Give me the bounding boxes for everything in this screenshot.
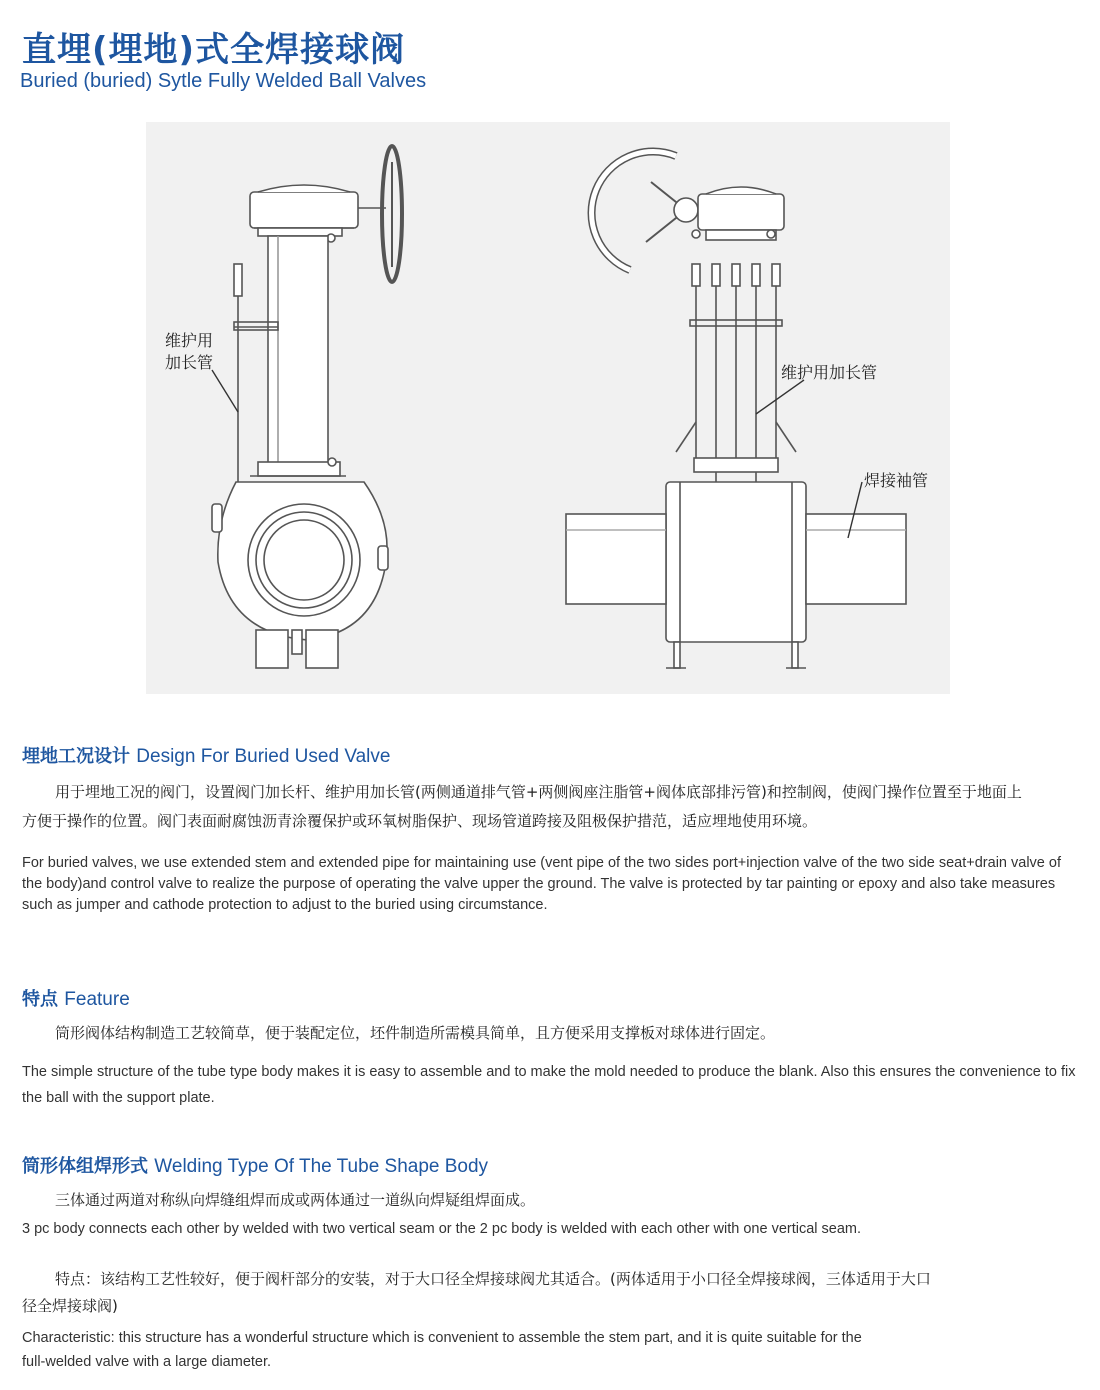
heading-en: Design For Buried Used Valve — [136, 746, 391, 767]
section-welding-char-cn-1: 特点：该结构工艺性较好，便于阀杆部分的安装，对于大口径全焊接球阀尤其适合。(两体适用于小口径全焊接球阀，三体适用于大口 — [55, 1270, 931, 1288]
heading-cn: 埋地工况设计 — [22, 746, 130, 767]
section-welding-char-cn-2: 径全焊接球阀) — [22, 1297, 118, 1315]
section-heading — [22, 742, 1082, 768]
right-callout-welding-sleeve: 焊接袖管 — [864, 471, 929, 490]
valve-drawing-figure — [146, 122, 950, 694]
section-feature-body-cn: 筒形阀体结构制造工艺较简草，便于装配定位，坯件制造所需模具简单，且方便采用支撑板对球体进行固定。 — [55, 1024, 776, 1042]
right-valve-drawing — [566, 152, 906, 668]
section-buried-design — [22, 742, 1082, 768]
section-buried-body-en: For buried valves, we use extended stem and extended pipe for maintaining use (vent pipe of the two sides port+injection valve of the two side seat+drain valve of the body)and control valve to realize the purpose of operating the valve upper the ground. The valve is protected by tar painting or epoxy and also take measures such as jumper and cathode protection to adjust to the buried using circumstance. — [22, 855, 1061, 913]
section-welding-type — [22, 1152, 1082, 1178]
left-callout-line2: 加长管 — [165, 353, 214, 372]
right-callout-maintenance-pipe: 维护用加长管 — [781, 363, 878, 382]
section-welding-body-en: 3 pc body connects each other by welded with two vertical seam or the 2 pc body is welded with each other with one vertical seam. — [22, 1221, 862, 1237]
heading-cn: 筒形体组焊形式 — [22, 1156, 148, 1177]
section-buried-body-cn-2: 方便于操作的位置。阀门表面耐腐蚀沥青涂覆保护或环氧树脂保护、现场管道跨接及阻极保护措范，适应埋地使用环境。 — [22, 812, 818, 830]
heading-en: Feature — [64, 989, 130, 1010]
left-valve-drawing — [212, 146, 402, 668]
section-feature — [22, 985, 1082, 1011]
page-subtitle: Buried (buried) Sytle Fully Welded Ball Valves — [20, 70, 427, 92]
section-welding-char-en-1: Characteristic: this structure has a wonderful structure which is convenient to assemble the stem part, and it is quite suitable for the — [22, 1330, 862, 1346]
section-welding-char-en-2: full-welded valve with a large diameter. — [22, 1354, 272, 1370]
left-callout-line1: 维护用 — [165, 331, 214, 350]
heading-cn: 特点 — [22, 989, 58, 1010]
section-buried-body-cn-1: 用于埋地工况的阀门，设置阀门加长杆、维护用加长管(两侧通道排气管+两侧阀座注脂管+阀体底部排污管)和控制阀，使阀门操作位置至于地面上 — [55, 783, 1022, 801]
section-welding-body-cn: 三体通过两道对称纵向焊缝组焊而成或两体通过一道纵向焊疑组焊面成。 — [55, 1191, 536, 1209]
section-feature-body-en: The simple structure of the tube type body makes it is easy to assemble and to make the mold needed to produce the blank. Also this ensures the convenience to fix the ball with the support plate. — [22, 1064, 1076, 1106]
page-title: 直埋(埋地)式全焊接球阀 — [22, 30, 406, 70]
heading-en: Welding Type Of The Tube Shape Body — [154, 1156, 489, 1177]
